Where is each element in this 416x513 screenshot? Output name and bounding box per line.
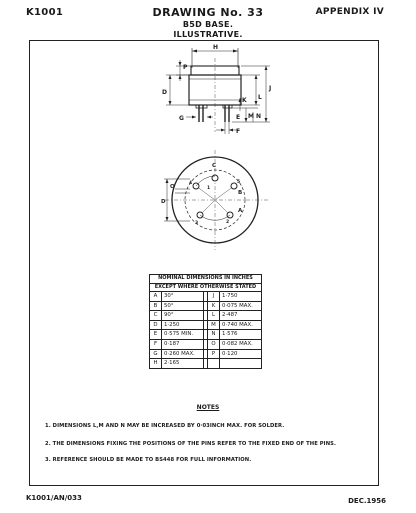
appendix-label: APPENDIX IV bbox=[315, 7, 384, 17]
label-o: O bbox=[170, 184, 175, 190]
dim-value: 0·260 MAX. bbox=[162, 349, 204, 359]
label-j: J bbox=[269, 85, 272, 92]
dim-letter bbox=[208, 359, 220, 369]
dim-value: 0·187 bbox=[162, 339, 204, 349]
dim-value: 1·750 bbox=[220, 292, 262, 302]
notes-heading: NOTES bbox=[196, 404, 220, 411]
label-f: F bbox=[236, 128, 241, 135]
dim-value: 30° bbox=[162, 292, 204, 302]
dim-letter: H bbox=[150, 359, 162, 369]
label-l: L bbox=[258, 94, 262, 101]
dim-letter: M bbox=[208, 320, 220, 330]
label-g: G bbox=[179, 115, 184, 122]
footer-reference: K1001/AN/033 bbox=[26, 494, 82, 502]
dim-letter: G bbox=[150, 349, 162, 359]
drawing-subtitle-illustrative: ILLUSTRATIVE. bbox=[173, 30, 243, 39]
table-row bbox=[150, 359, 262, 369]
dim-value: 0·120 bbox=[220, 349, 262, 359]
dim-letter: C bbox=[150, 311, 162, 321]
drawing-title: DRAWING No. 33 bbox=[152, 6, 264, 19]
dim-value: 2·165 bbox=[162, 359, 204, 369]
document-reference: K1001 bbox=[26, 7, 64, 18]
table-row bbox=[150, 292, 262, 302]
label-a: A bbox=[238, 208, 243, 214]
label-p: P bbox=[183, 64, 188, 71]
dim-value: 1·250 bbox=[162, 320, 204, 330]
label-e: E bbox=[236, 114, 241, 121]
dim-value: 0·575 MIN. bbox=[162, 330, 204, 340]
dim-value: 1·576 bbox=[220, 330, 262, 340]
label-pin-3: 3 bbox=[195, 221, 199, 226]
table-heading-line-2: EXCEPT WHERE OTHERWISE STATED bbox=[150, 283, 262, 292]
dim-letter: L bbox=[208, 311, 220, 321]
label-pin-1: 1 bbox=[207, 186, 211, 191]
footer-date: DEC.1956 bbox=[348, 497, 386, 505]
dim-value: 0·740 MAX. bbox=[220, 320, 262, 330]
dim-value: 2·487 bbox=[220, 311, 262, 321]
dim-value: 0·075 MAX. bbox=[220, 301, 262, 311]
dim-letter: D bbox=[150, 320, 162, 330]
dim-value: 90° bbox=[162, 311, 204, 321]
label-m: M bbox=[248, 113, 254, 120]
dimensions-table bbox=[149, 274, 262, 369]
label-h: H bbox=[213, 44, 219, 51]
label-k: K bbox=[242, 97, 247, 104]
dim-letter: K bbox=[208, 301, 220, 311]
table-row bbox=[150, 301, 262, 311]
label-pin-4: 4 bbox=[189, 181, 193, 186]
label-pin-2: 2 bbox=[226, 220, 230, 225]
dim-letter: A bbox=[150, 292, 162, 302]
note-3: 3. REFERENCE SHOULD BE MADE TO BS448 FOR FULL INFORMATION. bbox=[45, 457, 252, 463]
label-c: C bbox=[212, 163, 217, 169]
dim-letter: E bbox=[150, 330, 162, 340]
table-heading-line-1: NOMINAL DIMENSIONS IN INCHES bbox=[150, 275, 262, 284]
table-row bbox=[150, 349, 262, 359]
drawing-subtitle: B5D BASE. bbox=[182, 20, 234, 29]
note-2: 2. THE DIMENSIONS FIXING THE POSITIONS OF THE PINS REFER TO THE FIXED END OF THE PINS. bbox=[45, 441, 337, 447]
dim-value: 0·082 MAX. bbox=[220, 339, 262, 349]
dim-letter: J bbox=[208, 292, 220, 302]
label-n: N bbox=[256, 113, 262, 120]
note-1: 1. DIMENSIONS L,M AND N MAY BE INCREASED BY 0·03INCH MAX. FOR SOLDER. bbox=[45, 423, 285, 429]
dim-value: 50° bbox=[162, 301, 204, 311]
label-b: B bbox=[238, 190, 243, 196]
table-row bbox=[150, 330, 262, 340]
table-row bbox=[150, 311, 262, 321]
table-row bbox=[150, 339, 262, 349]
label-d-base: D bbox=[161, 199, 166, 205]
dim-letter: N bbox=[208, 330, 220, 340]
dim-letter: P bbox=[208, 349, 220, 359]
label-d-side: D bbox=[162, 89, 167, 96]
dim-value bbox=[220, 359, 262, 369]
table-row bbox=[150, 320, 262, 330]
dim-letter: F bbox=[150, 339, 162, 349]
dim-letter: B bbox=[150, 301, 162, 311]
label-pin-5: 5 bbox=[237, 180, 241, 185]
dim-letter: O bbox=[208, 339, 220, 349]
